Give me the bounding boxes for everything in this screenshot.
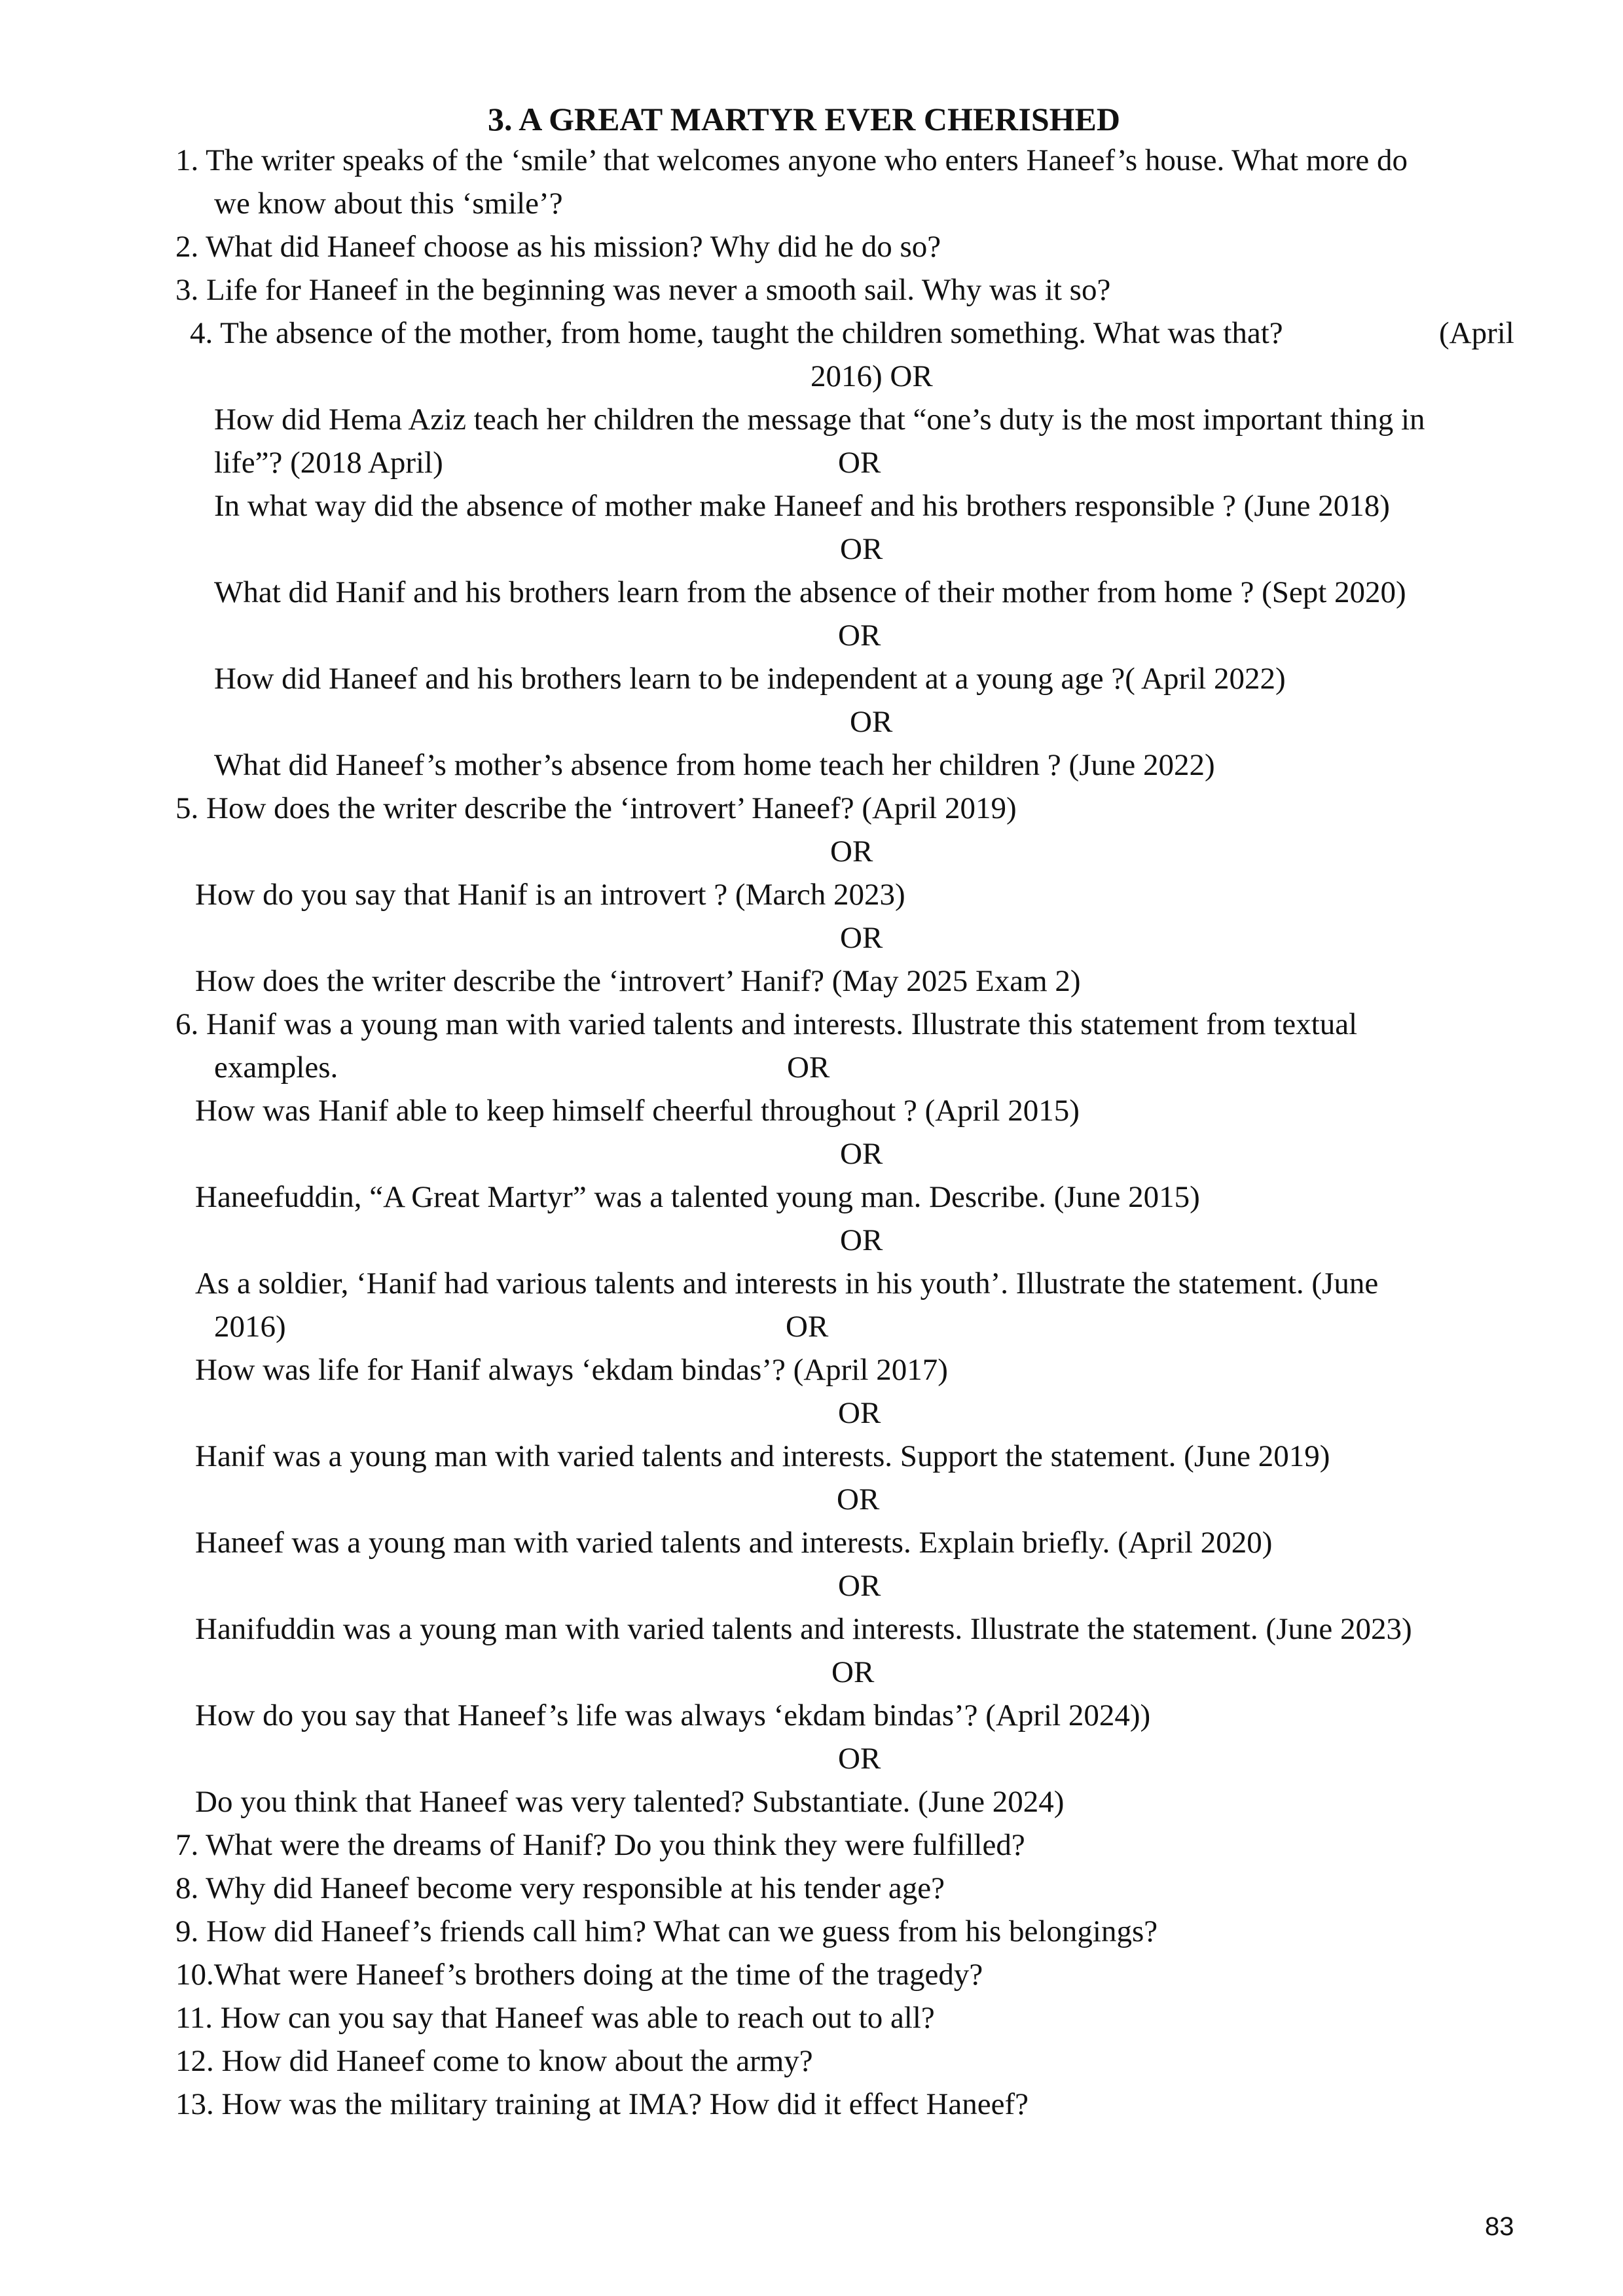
or-separator: OR — [838, 1569, 881, 1603]
question-7: 7. What were the dreams of Hanif? Do you think they were fulfilled? — [175, 1828, 1025, 1862]
question-4-line-1-tail: (April — [1439, 316, 1514, 350]
or-separator: OR — [840, 532, 883, 566]
question-10: 10.What were Haneef’s brothers doing at the time of the tragedy? — [175, 1958, 983, 1992]
or-separator: OR — [837, 1482, 880, 1516]
question-6-alt-8: How do you say that Haneef’s life was always ‘ekdam bindas’? (April 2024)) — [195, 1698, 1151, 1732]
question-6-alt-1: How was Hanif able to keep himself cheerful throughout ? (April 2015) — [195, 1094, 1080, 1128]
question-4-alt-1-line-1: How did Hema Aziz teach her children the message that “one’s duty is the most important thing in — [214, 403, 1425, 437]
question-2: 2. What did Haneef choose as his mission? Why did he do so? — [175, 230, 941, 264]
question-4-alt-4: How did Haneef and his brothers learn to be independent at a young age ?( April 2022) — [214, 662, 1286, 696]
question-6-alt-4: How was life for Hanif always ‘ekdam bindas’? (April 2017) — [195, 1353, 948, 1387]
question-5-alt-2: How does the writer describe the ‘introvert’ Hanif? (May 2025 Exam 2) — [195, 964, 1081, 998]
question-3: 3. Life for Haneef in the beginning was never a smooth sail. Why was it so? — [175, 273, 1111, 307]
or-separator: OR — [840, 921, 883, 955]
question-6-line-1: 6. Hanif was a young man with varied talents and interests. Illustrate this statement from textual — [175, 1007, 1358, 1041]
question-11: 11. How can you say that Haneef was able to reach out to all? — [175, 2001, 935, 2035]
or-separator: OR — [840, 1223, 883, 1257]
question-1-line-2: we know about this ‘smile’? — [214, 187, 563, 221]
or-separator: OR — [838, 446, 881, 480]
question-6-alt-6: Haneef was a young man with varied talents and interests. Explain briefly. (April 2020) — [195, 1526, 1273, 1560]
or-separator: OR — [838, 1742, 881, 1776]
or-separator: OR — [850, 705, 893, 739]
page-number: 83 — [1485, 2212, 1514, 2241]
question-4-alt-5: What did Haneef’s mother’s absence from home teach her children ? (June 2022) — [214, 748, 1215, 782]
or-separator: OR — [838, 619, 881, 653]
question-6-alt-9: Do you think that Haneef was very talented? Substantiate. (June 2024) — [195, 1785, 1065, 1819]
question-4-alt-2: In what way did the absence of mother make Haneef and his brothers responsible ? (June 2018) — [214, 489, 1390, 523]
question-6-alt-3-line-2: 2016) — [214, 1310, 286, 1344]
or-separator: OR — [840, 1137, 883, 1171]
question-9: 9. How did Haneef’s friends call him? What can we guess from his belongings? — [175, 1914, 1158, 1948]
question-6-alt-2: Haneefuddin, “A Great Martyr” was a talented young man. Describe. (June 2015) — [195, 1180, 1200, 1214]
question-5: 5. How does the writer describe the ‘introvert’ Haneef? (April 2019) — [175, 791, 1017, 825]
question-6-alt-5: Hanif was a young man with varied talents and interests. Support the statement. (June 2019) — [195, 1439, 1330, 1473]
question-6-alt-3-line-1: As a soldier, ‘Hanif had various talents and interests in his youth’. Illustrate the statement. (June — [195, 1266, 1379, 1300]
question-4-line-2: 2016) OR — [811, 359, 933, 393]
question-12: 12. How did Haneef come to know about the army? — [175, 2044, 813, 2078]
question-4-alt-1-line-2: life”? (2018 April) — [214, 446, 443, 480]
question-4-alt-3: What did Hanif and his brothers learn from the absence of their mother from home ? (Sept 2020) — [214, 575, 1406, 609]
or-separator: OR — [786, 1310, 829, 1344]
question-8: 8. Why did Haneef become very responsible at his tender age? — [175, 1871, 945, 1905]
question-6-alt-7: Hanifuddin was a young man with varied talents and interests. Illustrate the statement. (June 2023) — [195, 1612, 1412, 1646]
question-13: 13. How was the military training at IMA? How did it effect Haneef? — [175, 2087, 1029, 2121]
question-6-line-2: examples. — [214, 1050, 338, 1085]
question-4-line-1: 4. The absence of the mother, from home, taught the children something. What was that? — [190, 316, 1283, 350]
question-1-line-1: 1. The writer speaks of the ‘smile’ that welcomes anyone who enters Haneef’s house. What more do — [175, 143, 1408, 177]
or-separator: OR — [787, 1050, 830, 1085]
question-5-alt-1: How do you say that Hanif is an introvert ? (March 2023) — [195, 878, 905, 912]
page-title: 3. A GREAT MARTYR EVER CHERISHED — [488, 101, 1120, 137]
or-separator: OR — [831, 1655, 875, 1689]
or-separator: OR — [830, 834, 873, 869]
or-separator: OR — [838, 1396, 881, 1430]
